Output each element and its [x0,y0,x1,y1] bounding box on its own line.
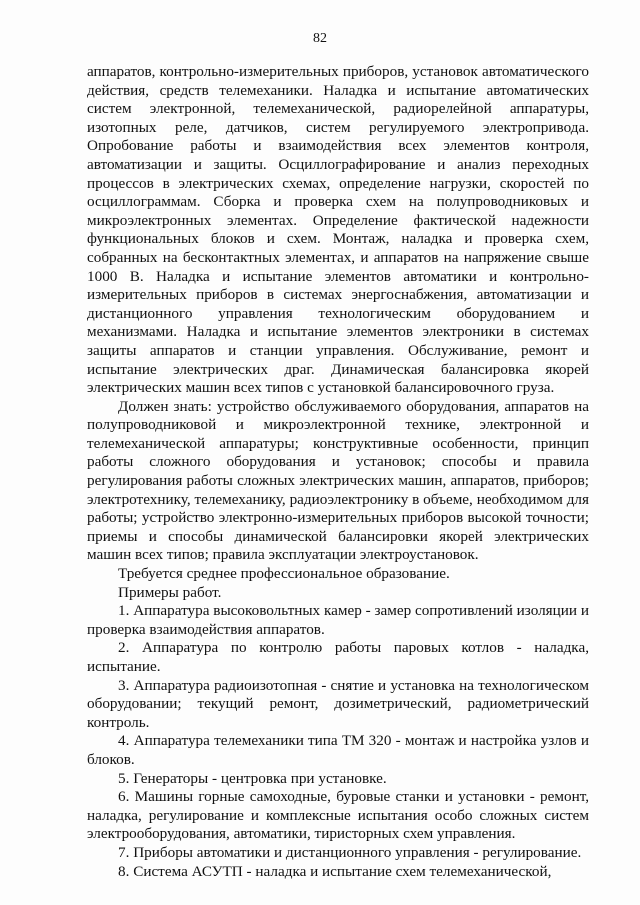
paragraph-continuation: аппаратов, контрольно-измерительных приборов, установок автоматического действия, средств телемеханики. Наладка и испытание автоматических систем электронной, телемеханической, радиорелейной аппаратуры, изотопных реле, датчиков, систем регулируемого электропривода. Опробование работы и взаимодействия всех элементов контроля, автоматизации и защиты. Осциллографирование и анализ переходных процессов в электрических схемах, определение нагрузки, скоростей по осциллограммам. Сборка и проверка схем на полупроводниковых и микроэлектронных элементах. Определение фактической надежности функциональных блоков и схем. Монтаж, наладка и проверка схем, собранных на бесконтактных элементах, и аппаратов на напряжение свыше 1000 В. Наладка и испытание элементов автоматики и контрольно-измерительных приборов в системах энергоснабжения, автоматизации и дистанционного управления технологическим оборудованием и механизмами. Наладка и испытание элементов электроники в системах защиты аппаратов и станции управления. Обслуживание, ремонт и испытание электрических драг. Динамическая балансировка якорей электрических машин всех типов с установкой балансировочного груза. [87,63,589,397]
paragraph-must-know: Должен знать: устройство обслуживаемого оборудования, аппаратов на полупроводниковой и микроэлектронной технике, электронной и телемеханической аппаратуры; конструктивные особенности, принцип работы сложного оборудования и установок; способы и правила регулирования работы сложных электрических машин, аппаратов, приборов; электротехнику, телемеханику, радиоэлектронику в объеме, необходимом для работы; устройство электронно-измерительных приборов высокой точности; приемы и способы динамической балансировки якорей электрических машин всех типов; правила эксплуатации электроустановок. [87,397,589,564]
example-item-7: 7. Приборы автоматики и дистанционного управления - регулирование. [118,843,582,861]
example-item-4: 4. Аппаратура телемеханики типа ТМ 320 - монтаж и настройка узлов и блоков. [87,732,589,768]
document-body [87,63,589,881]
example-item-1: 1. Аппаратура высоковольтных камер - замер сопротивлений изоляции и проверка взаимодействия аппаратов. [87,602,589,638]
example-item-6: 6. Машины горные самоходные, буровые станки и установки - ремонт, наладка, регулирование и комплексные испытания особо сложных систем электрооборудования, автоматики, тиристорных схем управления. [87,788,589,843]
paragraph-education: Требуется среднее профессиональное образование. [118,565,450,583]
page-number: 82 [313,31,327,46]
example-item-5: 5. Генераторы - центровка при установке. [118,769,387,787]
paragraph-examples-heading: Примеры работ. [118,583,222,601]
example-item-2: 2. Аппаратура по контролю работы паровых котлов - наладка, испытание. [87,639,589,675]
example-item-8: 8. Система АСУТП - наладка и испытание схем телемеханической, [118,862,552,880]
example-item-3: 3. Аппаратура радиоизотопная - снятие и установка на технологическом оборудовании; текущий ремонт, дозиметрический, радиометрический контроль. [87,676,589,731]
